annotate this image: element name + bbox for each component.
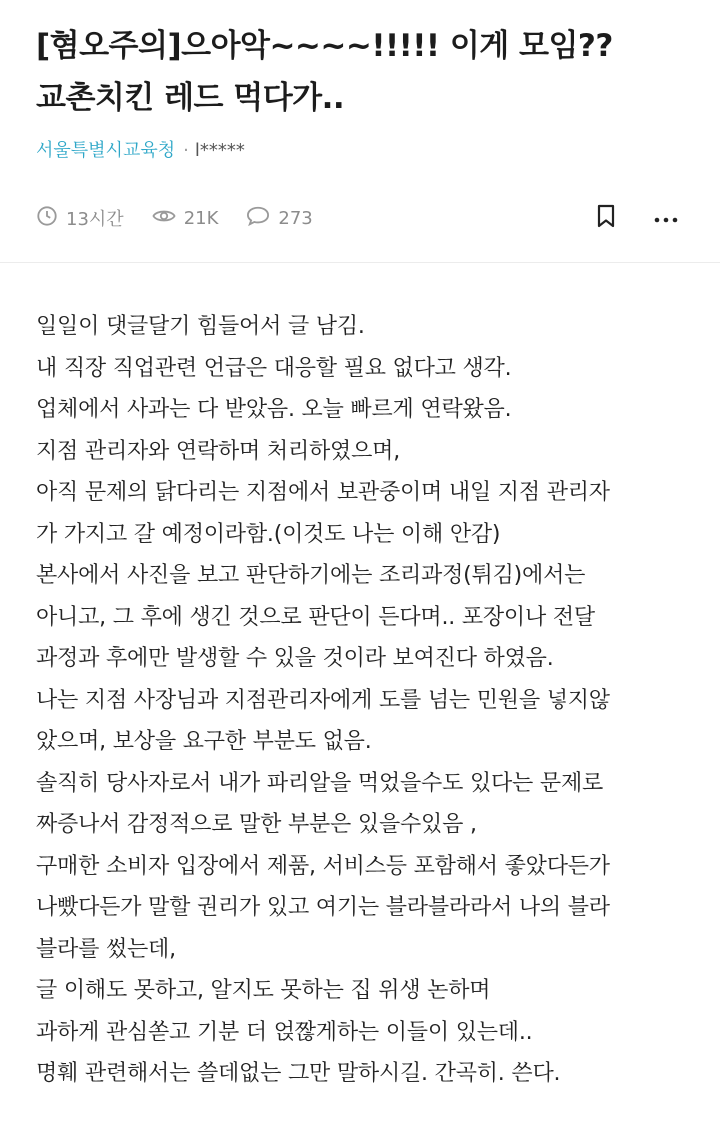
body-line: 짜증나서 감정적으로 말한 부분은 있을수있음 , bbox=[36, 812, 477, 837]
bookmark-icon bbox=[596, 204, 616, 232]
time-stat bbox=[36, 205, 124, 232]
body-line: 내 직장 직업관련 언급은 대응할 필요 없다고 생각. bbox=[36, 355, 512, 381]
header-divider bbox=[0, 262, 720, 263]
comments-stat[interactable] bbox=[246, 205, 312, 232]
body-line: 과하게 관심쏟고 기분 더 얹짢게하는 이들이 있는데.. bbox=[36, 1019, 533, 1045]
bookmark-button[interactable] bbox=[588, 200, 624, 236]
body-line: 일일이 댓글달기 힘들어서 글 남김. bbox=[36, 314, 365, 339]
post-header bbox=[0, 0, 720, 236]
post-actions bbox=[588, 200, 684, 236]
time-label: 13시간 bbox=[66, 209, 124, 230]
post-meta bbox=[36, 138, 684, 164]
body-line: 았으며, 보상을 요구한 부분도 없음. bbox=[36, 729, 372, 754]
body-line: 나는 지점 사장님과 지점관리자에게 도를 넘는 민원을 넣지않 bbox=[36, 687, 610, 713]
more-dots-icon bbox=[654, 209, 678, 228]
more-options-button[interactable] bbox=[648, 200, 684, 236]
views-stat bbox=[152, 205, 219, 232]
body-line: 구매한 소비자 입장에서 제품, 서비스등 포함해서 좋았다든가 bbox=[36, 853, 610, 879]
body-line: 아직 문제의 닭다리는 지점에서 보관중이며 내일 지점 관리자 bbox=[36, 480, 610, 505]
post-stats bbox=[36, 200, 684, 236]
body-line: 명훼 관련해서는 쓸데없는 그만 말하시길. 간곡히. 쓴다. bbox=[36, 1061, 561, 1086]
comments-count: 273 bbox=[278, 207, 313, 229]
body-line: 지점 관리자와 연락하며 처리하였으며, bbox=[36, 438, 401, 464]
author-organization-link[interactable]: 서울특별시교육청 bbox=[36, 140, 176, 161]
body-line: 본사에서 사진을 보고 판단하기에는 조리과정(튀김)에서는 bbox=[36, 563, 586, 588]
author-name[interactable]: l***** bbox=[194, 140, 245, 161]
body-line: 과정과 후에만 발생할 수 있을 것이라 보여진다 하였음. bbox=[36, 646, 554, 671]
body-line: 아니고, 그 후에 생긴 것으로 판단이 든다며.. 포장이나 전달 bbox=[36, 604, 595, 630]
post-body bbox=[36, 306, 690, 1095]
clock-icon bbox=[36, 205, 66, 232]
post-title: [혐오주의]으아악~~~~!!!!! 이게 모임?? 교촌치킨 레드 먹다가.. bbox=[36, 28, 613, 116]
body-line: 나빴다든가 말할 권리가 있고 여기는 블라블라라서 나의 블라 bbox=[36, 895, 610, 920]
views-count: 21K bbox=[183, 207, 219, 229]
speech-bubble-icon bbox=[246, 205, 278, 232]
eye-icon bbox=[152, 205, 184, 232]
body-line: 업체에서 사과는 다 받았음. 오늘 빠르게 연락왔음. bbox=[36, 397, 512, 422]
body-line: 블라를 썼는데, bbox=[36, 936, 176, 962]
meta-separator: · bbox=[183, 140, 189, 161]
body-line: 글 이해도 못하고, 알지도 못하는 집 위생 논하며 bbox=[36, 978, 491, 1003]
body-line: 솔직히 당사자로서 내가 파리알을 먹었을수도 있다는 문제로 bbox=[36, 770, 604, 796]
body-line: 가 가지고 갈 예정이라함.(이것도 나는 이해 안감) bbox=[36, 521, 501, 547]
